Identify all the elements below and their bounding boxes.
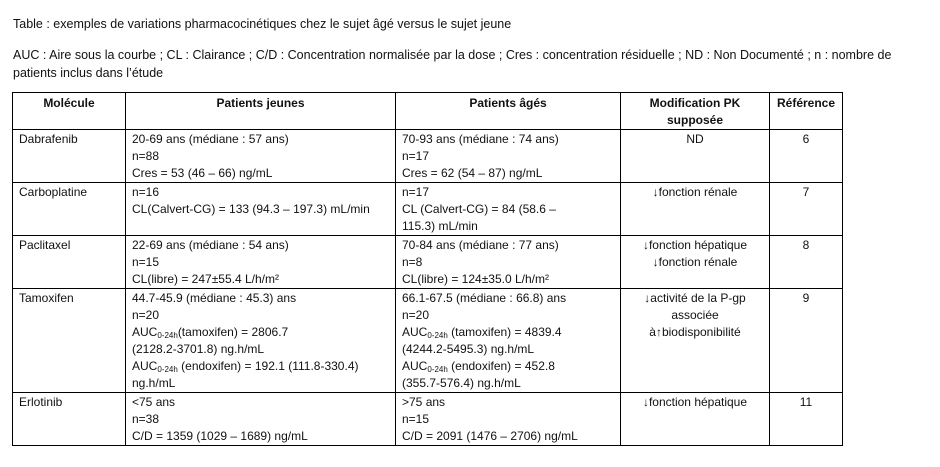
elderly-cell: n=17 CL (Calvert-CG) = 84 (58.6 – 115.3) mL/min	[396, 183, 621, 236]
header-reference: Référence	[770, 93, 843, 130]
header-pk-modification: Modification PK supposée	[621, 93, 770, 130]
young-cell: 44.7-45.9 (médiane : 45.3) ans n=20 $AUC_{0-24h}(tamoxifen) = 2806.7$ (2128.2-3701.8) ng.h/mL $AUC_{0-24h}$ (endoxifen) = 192.1 (111.8-330.4) ng.h/mL	[126, 289, 396, 393]
pk-variations-table	[12, 92, 843, 446]
table-row	[13, 183, 843, 236]
reference-cell: 9	[770, 289, 843, 393]
elderly-cell: 70-84 ans (médiane : 77 ans) n=8 CL(libre) = 124±35.0 L/h/m²	[396, 236, 621, 289]
abbreviation-legend: AUC : Aire sous la courbe ; CL : Clairance ; C/D : Concentration normalisée par la dose ; Cres : concentration résiduelle ; ND : Non Documenté ; n : nombre de patients inclus dans l’étude	[13, 48, 892, 80]
molecule-cell: Paclitaxel	[13, 236, 126, 289]
elderly-cell: 66.1-67.5 (médiane : 66.8) ans n=20 $AUC_{0-24h}$ (tamoxifen) = 4839.4 (4244.2-5495.3) ng.h/mL $AUC_{0-24h}$ (endoxifen) = 452.8 (355.7-576.4) ng.h/mL	[396, 289, 621, 393]
table-row	[13, 289, 843, 393]
reference-cell: 11	[770, 393, 843, 446]
reference-cell: 8	[770, 236, 843, 289]
young-cell: <75 ans n=38 C/D = 1359 (1029 – 1689) ng/mL	[126, 393, 396, 446]
molecule-cell: Carboplatine	[13, 183, 126, 236]
elderly-cell: >75 ans n=15 C/D = 2091 (1476 – 2706) ng/mL	[396, 393, 621, 446]
table-row	[13, 130, 843, 183]
header-young-patients: Patients jeunes	[126, 93, 396, 130]
young-cell: 20-69 ans (médiane : 57 ans) n=88 Cres = 53 (46 – 66) ng/mL	[126, 130, 396, 183]
elderly-cell: 70-93 ans (médiane : 74 ans) n=17 Cres = 62 (54 – 87) ng/mL	[396, 130, 621, 183]
table-header-row	[13, 93, 843, 130]
pk-cell: ↓fonction hépatique ↓fonction rénale	[621, 236, 770, 289]
pk-cell: ND	[621, 130, 770, 183]
table-title: Table : exemples de variations pharmacocinétiques chez le sujet âgé versus le sujet jeune	[13, 17, 512, 31]
reference-cell: 6	[770, 130, 843, 183]
molecule-cell: Dabrafenib	[13, 130, 126, 183]
molecule-cell: Erlotinib	[13, 393, 126, 446]
reference-cell: 7	[770, 183, 843, 236]
header-molecule: Molécule	[13, 93, 126, 130]
young-cell: n=16 CL(Calvert-CG) = 133 (94.3 – 197.3) mL/min	[126, 183, 396, 236]
young-cell: 22-69 ans (médiane : 54 ans) n=15 CL(libre) = 247±55.4 L/h/m²	[126, 236, 396, 289]
header-elderly-patients: Patients âgés	[396, 93, 621, 130]
pk-cell: ↓fonction rénale	[621, 183, 770, 236]
pk-cell: ↓fonction hépatique	[621, 393, 770, 446]
pk-cell: ↓activité de la P-gp associée à↑biodisponibilité	[621, 289, 770, 393]
table-row	[13, 236, 843, 289]
molecule-cell: Tamoxifen	[13, 289, 126, 393]
table-row	[13, 393, 843, 446]
